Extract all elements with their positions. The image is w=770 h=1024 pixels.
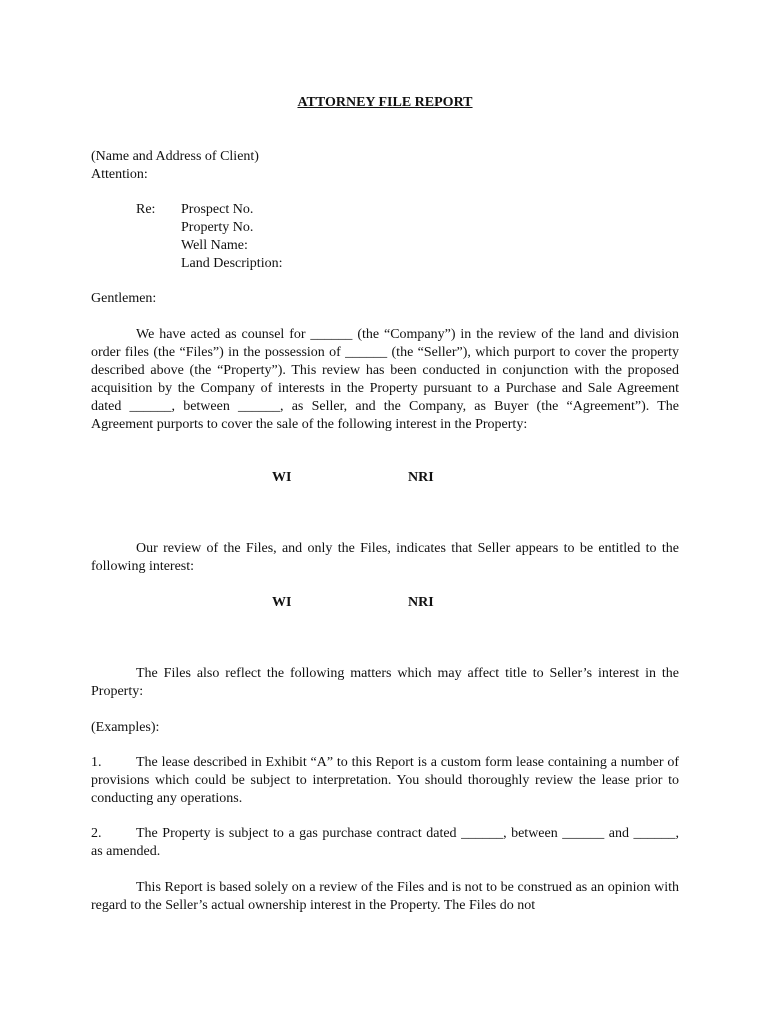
- examples-label: (Examples):: [91, 720, 160, 735]
- wi-header: WI: [272, 595, 292, 610]
- numbered-item-1: [91, 754, 679, 808]
- nri-header: NRI: [408, 470, 434, 485]
- numbered-item-2: [91, 825, 679, 861]
- re-label: Re:: [136, 202, 156, 217]
- item-text: The lease described in Exhibit “A” to this Report is a custom form lease containing a number of provisions which could be subject to interpretation. You should thoroughly review the lease prior to conducting any operations.: [91, 755, 679, 806]
- re-lines: [181, 201, 531, 273]
- re-prospect-no: Prospect No.: [181, 202, 254, 217]
- re-well-name: Well Name:: [181, 238, 248, 253]
- nri-header: NRI: [408, 595, 434, 610]
- paragraph-disclaimer: This Report is based solely on a review of the Files and is not to be construed as an opinion with regard to the Seller’s actual ownership interest in the Property. The Files do not: [91, 880, 679, 913]
- re-land-description: Land Description:: [181, 256, 283, 271]
- interest-headers-seller: [0, 594, 770, 612]
- item-number: 2.: [91, 826, 102, 841]
- item-text: The Property is subject to a gas purchase contract dated ______, between ______ and ______, as amended.: [91, 826, 679, 859]
- paragraph-counsel: We have acted as counsel for ______ (the “Company”) in the review of the land and division order files (the “Files”) in the possession of ______ (the “Seller”), which purport to cover the property described above (the “Property”). This review has been conducted in conjunction with the proposed acquisition by the Company of interests in the Property pursuant to a Purchase and Sale Agreement dated ______, between ______, as Seller, and the Company, as Buyer (the “Agreement”). The Agreement purports to cover the sale of the following interest in the Property:: [91, 327, 679, 432]
- client-name-address: (Name and Address of Client): [91, 149, 259, 164]
- document-title: ATTORNEY FILE REPORT: [297, 95, 473, 110]
- wi-header: WI: [272, 470, 292, 485]
- paragraph-matters: The Files also reflect the following matters which may affect title to Seller’s interest in the Property:: [91, 666, 679, 699]
- client-block: [91, 148, 691, 184]
- attention-line: Attention:: [91, 167, 148, 182]
- re-property-no: Property No.: [181, 220, 254, 235]
- salutation: Gentlemen:: [91, 291, 157, 306]
- paragraph-review: Our review of the Files, and only the Files, indicates that Seller appears to be entitled to the following interest:: [91, 541, 679, 574]
- interest-headers-agreement: [0, 469, 770, 487]
- item-number: 1.: [91, 755, 102, 770]
